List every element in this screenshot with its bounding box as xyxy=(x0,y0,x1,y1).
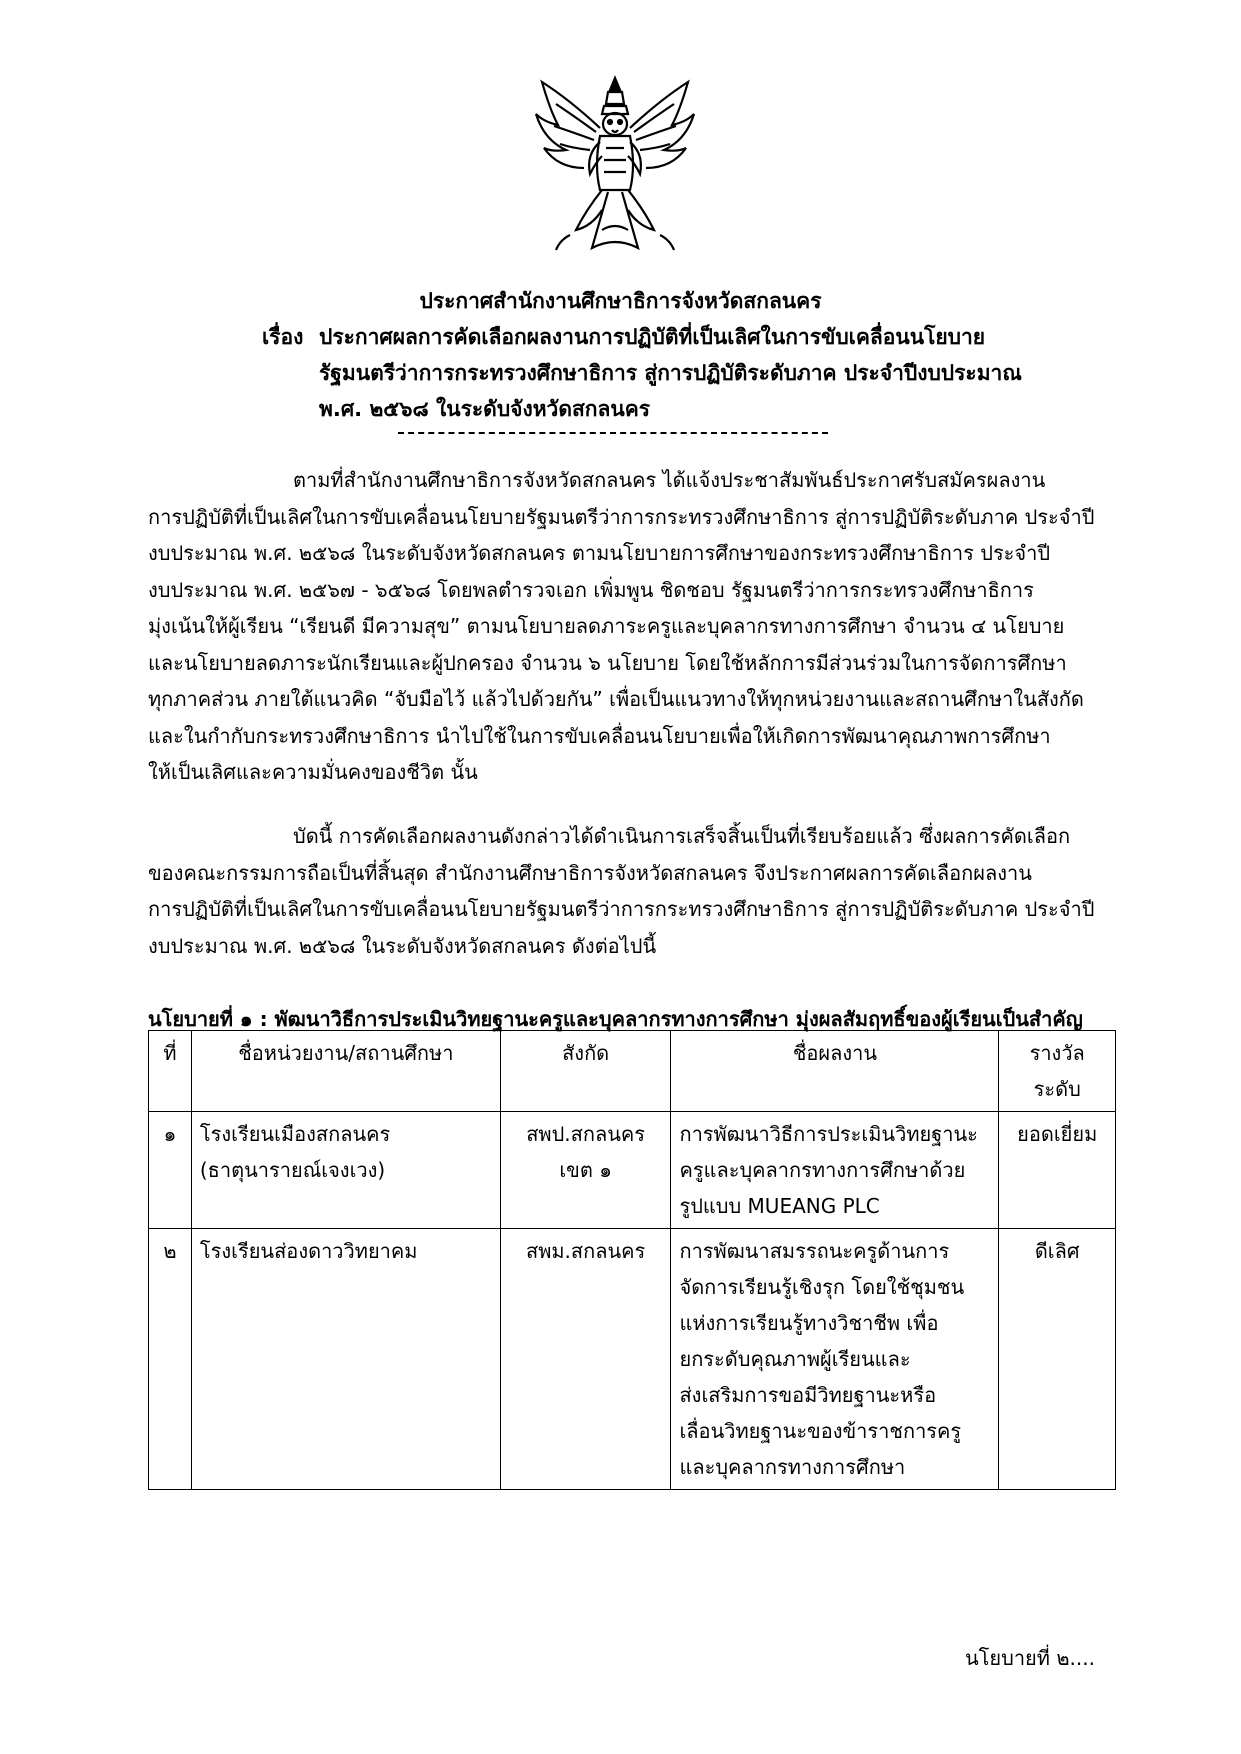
garuda-emblem-icon xyxy=(530,70,700,260)
row-work xyxy=(671,1112,999,1229)
subject-line-3: พ.ศ. ๒๕๖๘ ในระดับจังหวัดสกลนคร xyxy=(319,397,651,421)
subject-line-2: รัฐมนตรีว่าการกระทรวงศึกษาธิการ สู่การปฏิบัติระดับภาค ประจำปีงบประมาณ xyxy=(319,361,1022,385)
para1-line-8: ให้เป็นเลิศและความมั่นคงของชีวิต นั้น xyxy=(148,760,478,784)
row-name-line: (ธาตุนารายณ์เจงเวง) xyxy=(199,1158,386,1182)
para1-line-0: ตามที่สำนักงานศึกษาธิการจังหวัดสกลนคร ได้แจ้งประชาสัมพันธ์ประกาศรับสมัครผลงาน xyxy=(293,468,1046,492)
para1-line-3: งบประมาณ พ.ศ. ๒๕๖๗ - ๖๕๖๘ โดยพลตำรวจเอก เพิ่มพูน ชิดชอบ รัฐมนตรีว่าการกระทรวงศึกษาธิการ xyxy=(148,577,1034,602)
row-affiliation xyxy=(500,1229,671,1490)
header-no: ที่ xyxy=(149,1031,192,1112)
subject-line-1 xyxy=(0,319,1241,355)
para1-line-2: งบประมาณ พ.ศ. ๒๕๖๘ ในระดับจังหวัดสกลนคร ตามนโยบายการศึกษาของกระทรวงศึกษาธิการ ประจำปี xyxy=(148,541,1051,565)
para2-line-2: การปฏิบัติที่เป็นเลิศในการขับเคลื่อนนโยบายรัฐมนตรีว่าการกระทรวงศึกษาธิการ สู่การปฏิบัติระดับภาค ประจำปี xyxy=(148,897,1095,921)
row-name xyxy=(191,1112,500,1229)
row-work-line: แห่งการเรียนรู้ทางวิชาชีพ เพื่อ xyxy=(679,1311,939,1335)
row-award: ยอดเยี่ยม xyxy=(999,1112,1116,1229)
row-affiliation xyxy=(500,1112,671,1229)
subject-text-1: ประกาศผลการคัดเลือกผลงานการปฏิบัติที่เป็นเลิศในการขับเคลื่อนนโยบาย xyxy=(319,325,986,349)
row-work-line: การพัฒนาสมรรถนะครูด้านการ xyxy=(679,1239,950,1263)
paragraph-1 xyxy=(148,462,1118,791)
subject-label: เรื่อง xyxy=(262,325,304,349)
table-header-row xyxy=(149,1031,1116,1112)
row-name-line: โรงเรียนส่องดาววิทยาคม xyxy=(199,1239,418,1263)
announcement-header xyxy=(0,283,1241,427)
row-no: ๑ xyxy=(149,1112,192,1229)
header-name: ชื่อหน่วยงาน/สถานศึกษา xyxy=(191,1031,500,1112)
para2-line xyxy=(148,818,1118,855)
table-row xyxy=(149,1229,1116,1490)
row-affiliation-line: เขต ๑ xyxy=(559,1158,612,1182)
para1-line-4: มุ่งเน้นให้ผู้เรียน “เรียนดี มีความสุข” ตามนโยบายลดภาระครูและบุคลากรทางการศึกษา จำนวน ๔ นโยบาย xyxy=(148,614,1065,638)
row-work-line: เลื่อนวิทยฐานะของข้าราชการครู xyxy=(679,1419,962,1443)
para2-line-1: ของคณะกรรมการถือเป็นที่สิ้นสุด สำนักงานศึกษาธิการจังหวัดสกลนคร จึงประกาศผลการคัดเลือกผลงาน xyxy=(148,860,1032,885)
row-affiliation-line: สพป.สกลนคร xyxy=(526,1122,646,1146)
row-work xyxy=(671,1229,999,1490)
para2-line-0: บัดนี้ การคัดเลือกผลงานดังกล่าวได้ดำเนินการเสร็จสิ้นเป็นที่เรียบร้อยแล้ว ซึ่งผลการคัดเลือก xyxy=(293,824,1071,848)
row-work-line: จัดการเรียนรู้เชิงรุก โดยใช้ชุมชน xyxy=(679,1275,965,1299)
row-work-line: ยกระดับคุณภาพผู้เรียนและ xyxy=(679,1347,911,1371)
results-table xyxy=(148,1030,1116,1490)
para1-line xyxy=(148,462,1118,499)
row-no: ๒ xyxy=(149,1229,192,1490)
header-award xyxy=(999,1031,1116,1112)
para1-line-6: ทุกภาคส่วน ภายใต้แนวคิด “จับมือไว้ แล้วไปด้วยกัน” เพื่อเป็นแนวทางให้ทุกหน่วยงานและสถานศึกษาในสังกัด xyxy=(148,687,1084,711)
para1-line-1: การปฏิบัติที่เป็นเลิศในการขับเคลื่อนนโยบายรัฐมนตรีว่าการกระทรวงศึกษาธิการ สู่การปฏิบัติระดับภาค ประจำปี xyxy=(148,504,1095,529)
header-affiliation: สังกัด xyxy=(500,1031,671,1112)
paragraph-2 xyxy=(148,818,1118,964)
announcement-title: ประกาศสำนักงานศึกษาธิการจังหวัดสกลนคร xyxy=(419,289,822,313)
row-work-line: และบุคลากรทางการศึกษา xyxy=(679,1455,906,1479)
para1-line-5: และนโยบายลดภาระนักเรียนและผู้ปกครอง จำนวน ๖ นโยบาย โดยใช้หลักการมีส่วนร่วมในการจัดการศึกษา xyxy=(148,650,1067,675)
row-work-line: ส่งเสริมการขอมีวิทยฐานะหรือ xyxy=(679,1383,937,1407)
row-name xyxy=(191,1229,500,1490)
dashed-divider xyxy=(398,432,828,434)
table-row xyxy=(149,1112,1116,1229)
row-name-line: โรงเรียนเมืองสกลนคร xyxy=(199,1122,391,1146)
row-affiliation-line: สพม.สกลนคร xyxy=(525,1239,646,1263)
row-award: ดีเลิศ xyxy=(999,1229,1116,1490)
header-award-line1: รางวัล xyxy=(1029,1041,1085,1065)
para2-line-3: งบประมาณ พ.ศ. ๒๕๖๘ ในระดับจังหวัดสกลนคร ดังต่อไปนี้ xyxy=(148,933,657,958)
row-work-line: การพัฒนาวิธีการประเมินวิทยฐานะ xyxy=(679,1122,978,1146)
next-page-note: นโยบายที่ ๒.... xyxy=(965,1646,1095,1670)
policy-1-heading: นโยบายที่ ๑ : พัฒนาวิธีการประเมินวิทยฐานะครูและบุคลากรทางการศึกษา มุ่งผลสัมฤทธิ์ของผู้เรียนเป็นสำคัญ xyxy=(148,1007,1083,1031)
row-work-line: ครูและบุคลากรทางการศึกษาด้วย xyxy=(679,1158,966,1182)
header-work: ชื่อผลงาน xyxy=(671,1031,999,1112)
para1-line-7: และในกำกับกระทรวงศึกษาธิการ นำไปใช้ในการขับเคลื่อนนโยบายเพื่อให้เกิดการพัฒนาคุณภาพการศึกษา xyxy=(148,723,1051,748)
row-work-line: รูปแบบ MUEANG PLC xyxy=(679,1194,880,1218)
header-award-line2: ระดับ xyxy=(1033,1077,1081,1101)
